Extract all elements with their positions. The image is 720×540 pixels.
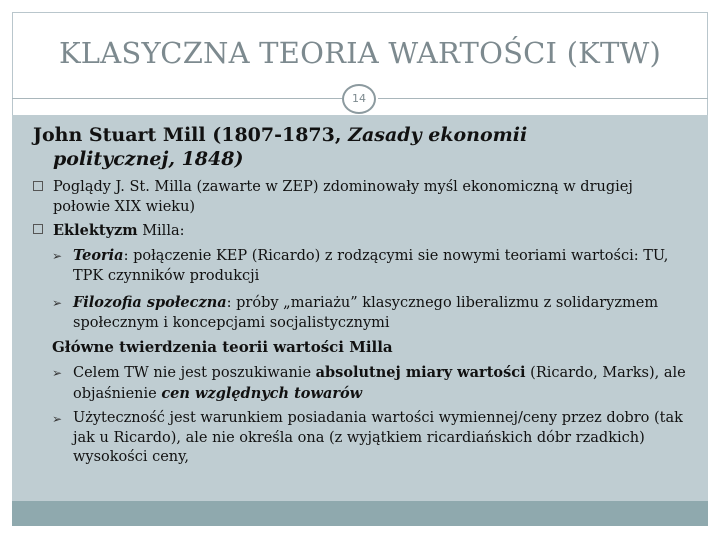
bullet-text: Milla: <box>137 223 185 239</box>
bullet-item <box>33 178 673 217</box>
heading-text: John Stuart Mill (1807-1873, <box>33 124 349 146</box>
square-bullet-icon <box>33 224 43 234</box>
slide-title: KLASYCZNA TEORIA WARTOŚCI (KTW) <box>58 36 662 70</box>
arrow-bullet-icon: ➢ <box>52 296 63 310</box>
title-rule-right <box>378 98 708 99</box>
bullet-item <box>33 221 673 242</box>
sub-bullet-item <box>52 246 692 286</box>
sub-bullet-item <box>52 363 702 404</box>
bullet-bold-term: Eklektyzm <box>53 222 138 239</box>
subsection-heading: Główne twierdzenia teorii wartości Milla <box>52 338 393 356</box>
arrow-bullet-icon: ➢ <box>52 249 63 263</box>
sub-bullet-text: : próby „mariażu” klasycznego liberalizmu z solidaryzmem społecznym i koncepcjami socjalistycznymi <box>73 295 659 331</box>
title-rule-left <box>12 98 342 99</box>
square-bullet-icon <box>33 181 43 191</box>
sub-bullet-term: Teoria <box>73 247 124 264</box>
sub-bullet-term: cen względnych towarów <box>161 384 363 402</box>
sub-bullet-text: Użyteczność jest warunkiem posiadania wartości wymiennej/ceny przez dobro (tak jak u Ricardo), ale nie określa ona (z wyjątkiem ricardiańskich dóbr rzadkich) wysokości ceny, <box>73 410 683 465</box>
heading-italic-continued: politycznej, 1848) <box>53 148 244 170</box>
bullet-text: Poglądy J. St. Milla (zawarte w ZEP) zdominowały myśl ekonomiczną w drugiej połowie XIX wieku) <box>53 179 633 215</box>
page-number-badge: 14 <box>342 84 376 114</box>
sub-bullet-text: (Ricardo, Marks), ale objaśnienie <box>73 365 686 402</box>
arrow-bullet-icon: ➢ <box>52 366 63 380</box>
sub-bullet-bold: absolutnej miary wartości <box>315 364 526 381</box>
sub-bullet-item <box>52 293 692 333</box>
sub-bullet-text: Celem TW nie jest poszukiwanie <box>73 365 316 381</box>
arrow-bullet-icon: ➢ <box>52 412 63 426</box>
heading-italic: Zasady ekonomii <box>348 124 528 146</box>
sub-bullet-item <box>52 409 702 468</box>
section-heading <box>33 123 633 171</box>
sub-bullet-term: Filozofia społeczna <box>73 294 227 311</box>
sub-bullet-text: : połączenie KEP (Ricardo) z rodzącymi sie nowymi teoriami wartości: TU, TPK czynników produkcji <box>73 248 669 284</box>
bottom-bar <box>12 501 708 526</box>
